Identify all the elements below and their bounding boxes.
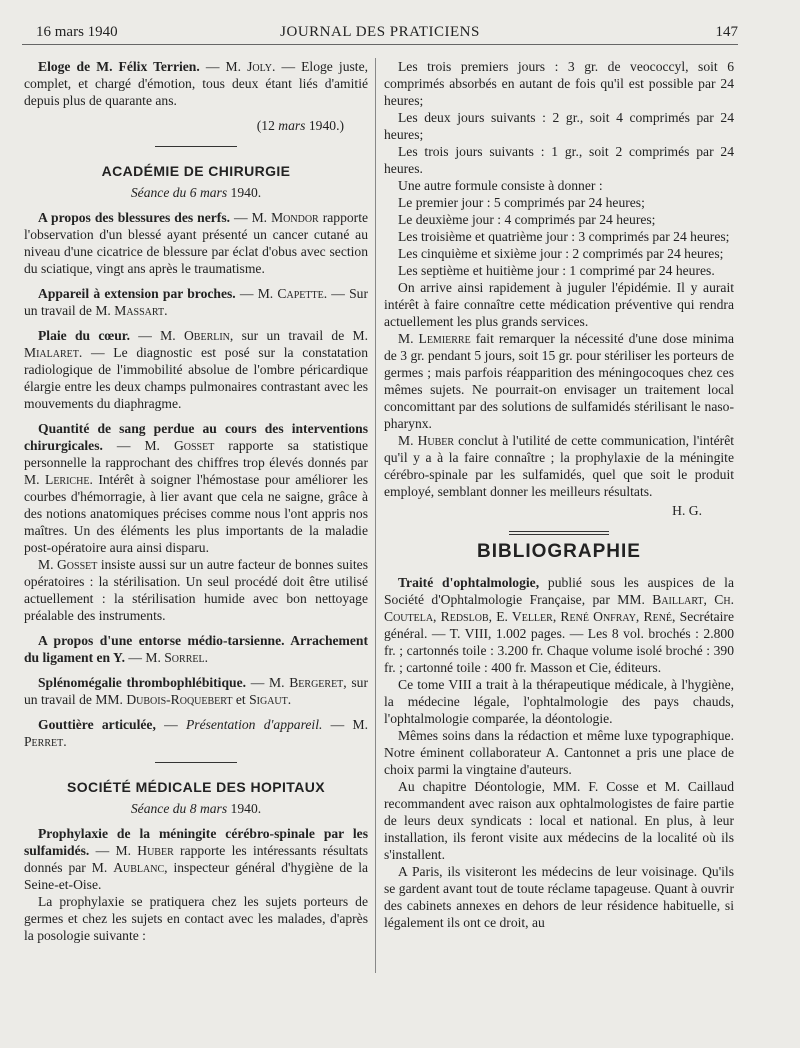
page-number: 147 <box>715 24 738 40</box>
seance-label: Séance du <box>130 185 187 200</box>
sep: — M. <box>199 59 248 74</box>
posologie-line: Les trois premiers jours : 3 gr. de veococcyl, soit 6 comprimés absorbés en autant de fois qu'il est possible par 24 heures; <box>384 59 734 108</box>
end: . <box>164 303 168 318</box>
lemierre-text: fait remarquer la nécessité d'une dose minima de 3 gr. pendant 5 jours, soit 15 gr. pour stériliser les porteurs de germes ; mais parfois réapparition des méningocoques chez ces mêmes sujets. Ne pourrait-on envisager un traitement local concomittant par des solutions de sulfamidés stérilisant le naso-pharynx. <box>384 331 735 431</box>
seance-year: 1940. <box>230 801 262 816</box>
plaie-paragraph <box>24 327 368 412</box>
entorse-paragraph <box>24 632 368 666</box>
quantite-text: insiste aussi sur un autre facteur de bonnes suites opératoires : la stérilisation. Un seul procédé doit être utilisé actuellement : la stérilisation humide avec bon nettoyage préalable des instruments. <box>24 557 368 623</box>
book-text: publié sous les auspices de la Société d'Ophtalmologie Française, par MM. <box>384 575 734 607</box>
posologie-line: Le premier jour : 5 comprimés par 24 heures; <box>398 195 645 210</box>
journal-title: JOURNAL DES PRATICIENS <box>280 24 480 40</box>
splen-title: Splénomégalie thrombophlébitique. <box>38 675 247 690</box>
section-divider <box>509 531 609 535</box>
blessures-text: rapporte l'observation d'un blessé ayant présenté un cancer cutané au niveau d'une cicatrice de blessure par éclat d'obus avec section du sciatique, vingt ans après le traumatisme. <box>24 210 369 276</box>
and: et <box>232 692 250 707</box>
bibliographie-heading: BIBLIOGRAPHIE <box>477 541 641 562</box>
book-text: Secrétaire général. — T. VIII, 1.002 pages. — Les 8 vol. brochés : 2.800 fr. ; cartonnés toile : 3.200 fr. Chaque volume isolé broché : 390 fr. ; cartonné toile : 400 fr. Masson et Cie, éditeurs. <box>384 609 734 675</box>
plaie-text: . — Le diagnostic est posé sur la constatation radiologique de l'immobilité absolue de l'ombre péricardique élargie entre les deux champs pulmonaires contrastant avec les mouvements du diaphragme. <box>24 345 368 411</box>
date-post: 1940.) <box>305 118 344 133</box>
quantite-paragraph-2 <box>24 556 368 624</box>
academie-seance <box>24 184 368 201</box>
academie-heading: ACADÉMIE DE CHIRURGIE <box>101 163 291 179</box>
seance-year: 1940. <box>230 185 262 200</box>
signature: H. G. <box>672 503 702 518</box>
posologie-line: Les trois jours suivants : 1 gr., soit 2 comprimés par 24 heures. <box>384 144 734 176</box>
blessures-paragraph <box>24 209 368 277</box>
gouttiere-paragraph <box>24 716 368 750</box>
pre: M. <box>398 331 419 346</box>
review-paragraph: Ce tome VIII a trait à la thérapeutique médicale, à l'hygiène, la médecine légale, l'ophtalmologie des pays chauds, l'ophtalmologie comparée, la déontologie. <box>384 677 734 726</box>
blessures-title: A propos des blessures des nerfs. <box>38 210 231 225</box>
author-name: Bergeret <box>289 675 344 690</box>
sep: — M. <box>89 843 138 858</box>
header-rule <box>22 44 738 45</box>
splen-text: , sur un travail de MM. <box>24 675 368 707</box>
author-name: Gosset <box>56 557 98 572</box>
end: . <box>63 734 67 749</box>
date-pre: (12 <box>256 118 279 133</box>
review-paragraph: Mêmes soins dans la rédaction et même luxe typographique. Notre éminent collaborateur A. Cantonnet a pris une place de choix parmi la vingtaine d'auteurs. <box>384 728 734 777</box>
seance-date: 8 mars <box>189 801 228 816</box>
author-name: Mialaret <box>24 345 79 360</box>
eloge-paragraph <box>24 58 368 109</box>
author-name: Huber <box>417 433 455 448</box>
author-name: Oberlin <box>183 328 230 343</box>
lemierre-paragraph <box>384 330 734 432</box>
section-divider <box>155 146 237 147</box>
sep: — M. <box>130 328 184 343</box>
sep: — M. <box>124 650 165 665</box>
book-title: Traité d'ophtalmologie, <box>398 575 540 590</box>
posologie-line: On arrive ainsi rapidement à juguler l'épidémie. Il y aurait intérêt à faire connaître cette médication préventive qui rendra actuellement les plus grands services. <box>384 280 734 329</box>
column-divider <box>375 58 376 973</box>
gouttiere-title: Gouttière articulée, <box>38 717 156 732</box>
date-month: mars <box>278 118 306 133</box>
gouttiere-presentation: Présentation d'appareil. <box>185 717 323 732</box>
sep: — M. <box>246 675 290 690</box>
prophylaxie-text: , inspecteur général d'hygiène de la Seine-et-Oise. <box>24 860 368 892</box>
posologie-line: Les troisième et quatrième jour : 3 comprimés par 24 heures; <box>398 229 730 244</box>
pre: M. <box>398 433 418 448</box>
left-column <box>24 58 368 952</box>
author-name: Joly <box>247 59 272 74</box>
sep: — M. <box>235 286 278 301</box>
right-column <box>384 58 734 931</box>
author-name: Leriche <box>45 472 90 487</box>
prophylaxie-text: rapporte les intéressants résultats donnés par M. <box>24 843 368 875</box>
prophylaxie-paragraph <box>24 825 368 893</box>
quantite-text: rapporte sa statistique personnelle la rapprochant des chiffres trop élevés donnés par M. <box>24 438 369 487</box>
appareil-text: . — Sur un travail de M. <box>24 286 368 318</box>
posologie-line: Les septième et huitième jour : 1 comprimé par 24 heures. <box>398 263 715 278</box>
eloge-text: . — Eloge juste, complet, et chargé d'émotion, tous deux étant liés d'amitié depuis plus de quarante ans. <box>24 59 368 108</box>
sep: — <box>155 717 186 732</box>
author-name: Massart <box>114 303 165 318</box>
author-name: Aublanc <box>113 860 165 875</box>
page-header <box>22 22 738 44</box>
prophylaxie-paragraph-2: La prophylaxie se pratiquera chez les sujets porteurs de germes et chez les sujets en contact avec les malades, d'après la posologie suivante : <box>24 894 368 943</box>
seance-date: 6 mars <box>189 185 228 200</box>
quantite-text: . Intérêt à soigner l'hémostase pour améliorer les courbes d'hémorragie, à lier avant que cela ne saigne, grâce à des notions anatomiques précises comme nous l'ont appris nos maîtres. Un des éléments les plus importants de la maladie post-opératoire aura ainsi disparu. <box>24 472 368 555</box>
eloge-title: Eloge de M. Félix Terrien. <box>38 59 200 74</box>
plaie-text: , sur un travail de M. <box>229 328 369 343</box>
posologie-line: Les cinquième et sixième jour : 2 comprimés par 24 heures; <box>398 246 724 261</box>
splen-paragraph <box>24 674 368 708</box>
author-name: Mondor <box>271 210 319 225</box>
seance-label: Séance du <box>130 801 187 816</box>
review-paragraph: Au chapitre Déontologie, MM. F. Cosse et M. Caillaud recommandent avec raison aux ophtalmologistes de faire partie de leurs deux syndicats : local et national. En plus, à leur installation, ils feront visite aux médecins de la localité où ils s'installent. <box>384 779 734 862</box>
end: . <box>204 650 208 665</box>
posologie-line: Les deux jours suivants : 2 gr., soit 4 comprimés par 24 heures; <box>384 110 734 142</box>
huber-paragraph <box>384 432 734 500</box>
author-name: Sigaut <box>249 692 288 707</box>
societe-heading: SOCIÉTÉ MÉDICALE DES HOPITAUX <box>67 779 325 795</box>
posologie-line: Le deuxième jour : 4 comprimés par 24 heures; <box>398 212 656 227</box>
societe-seance <box>24 800 368 817</box>
book-entry <box>384 574 734 676</box>
end: . <box>287 692 292 707</box>
huber-text: conclut à l'utilité de cette communication, l'intérêt qu'il y a à la faire connaître ; la prophylaxie de la méningite cérébro-spinale par les sulfamidés, quel que soit le produit employé, semblant donner les meilleurs résultats. <box>384 433 735 499</box>
prophylaxie-title: Prophylaxie de la méningite cérébro-spinale par les sulfamidés. <box>24 826 368 858</box>
sep: — M. <box>102 438 174 453</box>
quantite-paragraph <box>24 420 368 556</box>
sep: — M. <box>230 210 272 225</box>
author-name: Dubois-Roquebert <box>126 692 233 707</box>
author-name: Lemierre <box>418 331 471 346</box>
author-name: Perret <box>24 734 64 749</box>
plaie-title: Plaie du cœur. <box>38 328 130 343</box>
author-name: Sorrel <box>164 650 205 665</box>
pre: M. <box>38 557 57 572</box>
review-paragraph: A Paris, ils visiteront les médecins de leur voisinage. Qu'ils se gardent avant tout de toute réclame tapageuse. Quant à ouvrir des cabinets annexes en dehors de leur résidence habituelle, si légalement ils ont ce droit, au <box>384 864 734 930</box>
eloge-date <box>24 117 344 134</box>
author-name: Gosset <box>173 438 215 453</box>
sep: — M. <box>322 717 368 732</box>
quantite-title: Quantité de sang perdue au cours des interventions chirurgicales. <box>24 421 368 453</box>
header-date: 16 mars 1940 <box>36 24 118 40</box>
section-divider <box>155 762 237 763</box>
author-name: Huber <box>137 843 174 858</box>
author-name: Capette <box>277 286 324 301</box>
entorse-title: A propos d'une entorse médio-tarsienne. Arrachement du ligament en Y. <box>24 633 368 665</box>
posologie-line: Une autre formule consiste à donner : <box>398 178 603 193</box>
appareil-title: Appareil à extension par broches. <box>38 286 236 301</box>
appareil-paragraph <box>24 285 368 319</box>
book-authors: Baillart, Ch. Coutela, Redslob, E. Veller, René Onfray, René, <box>384 592 734 624</box>
